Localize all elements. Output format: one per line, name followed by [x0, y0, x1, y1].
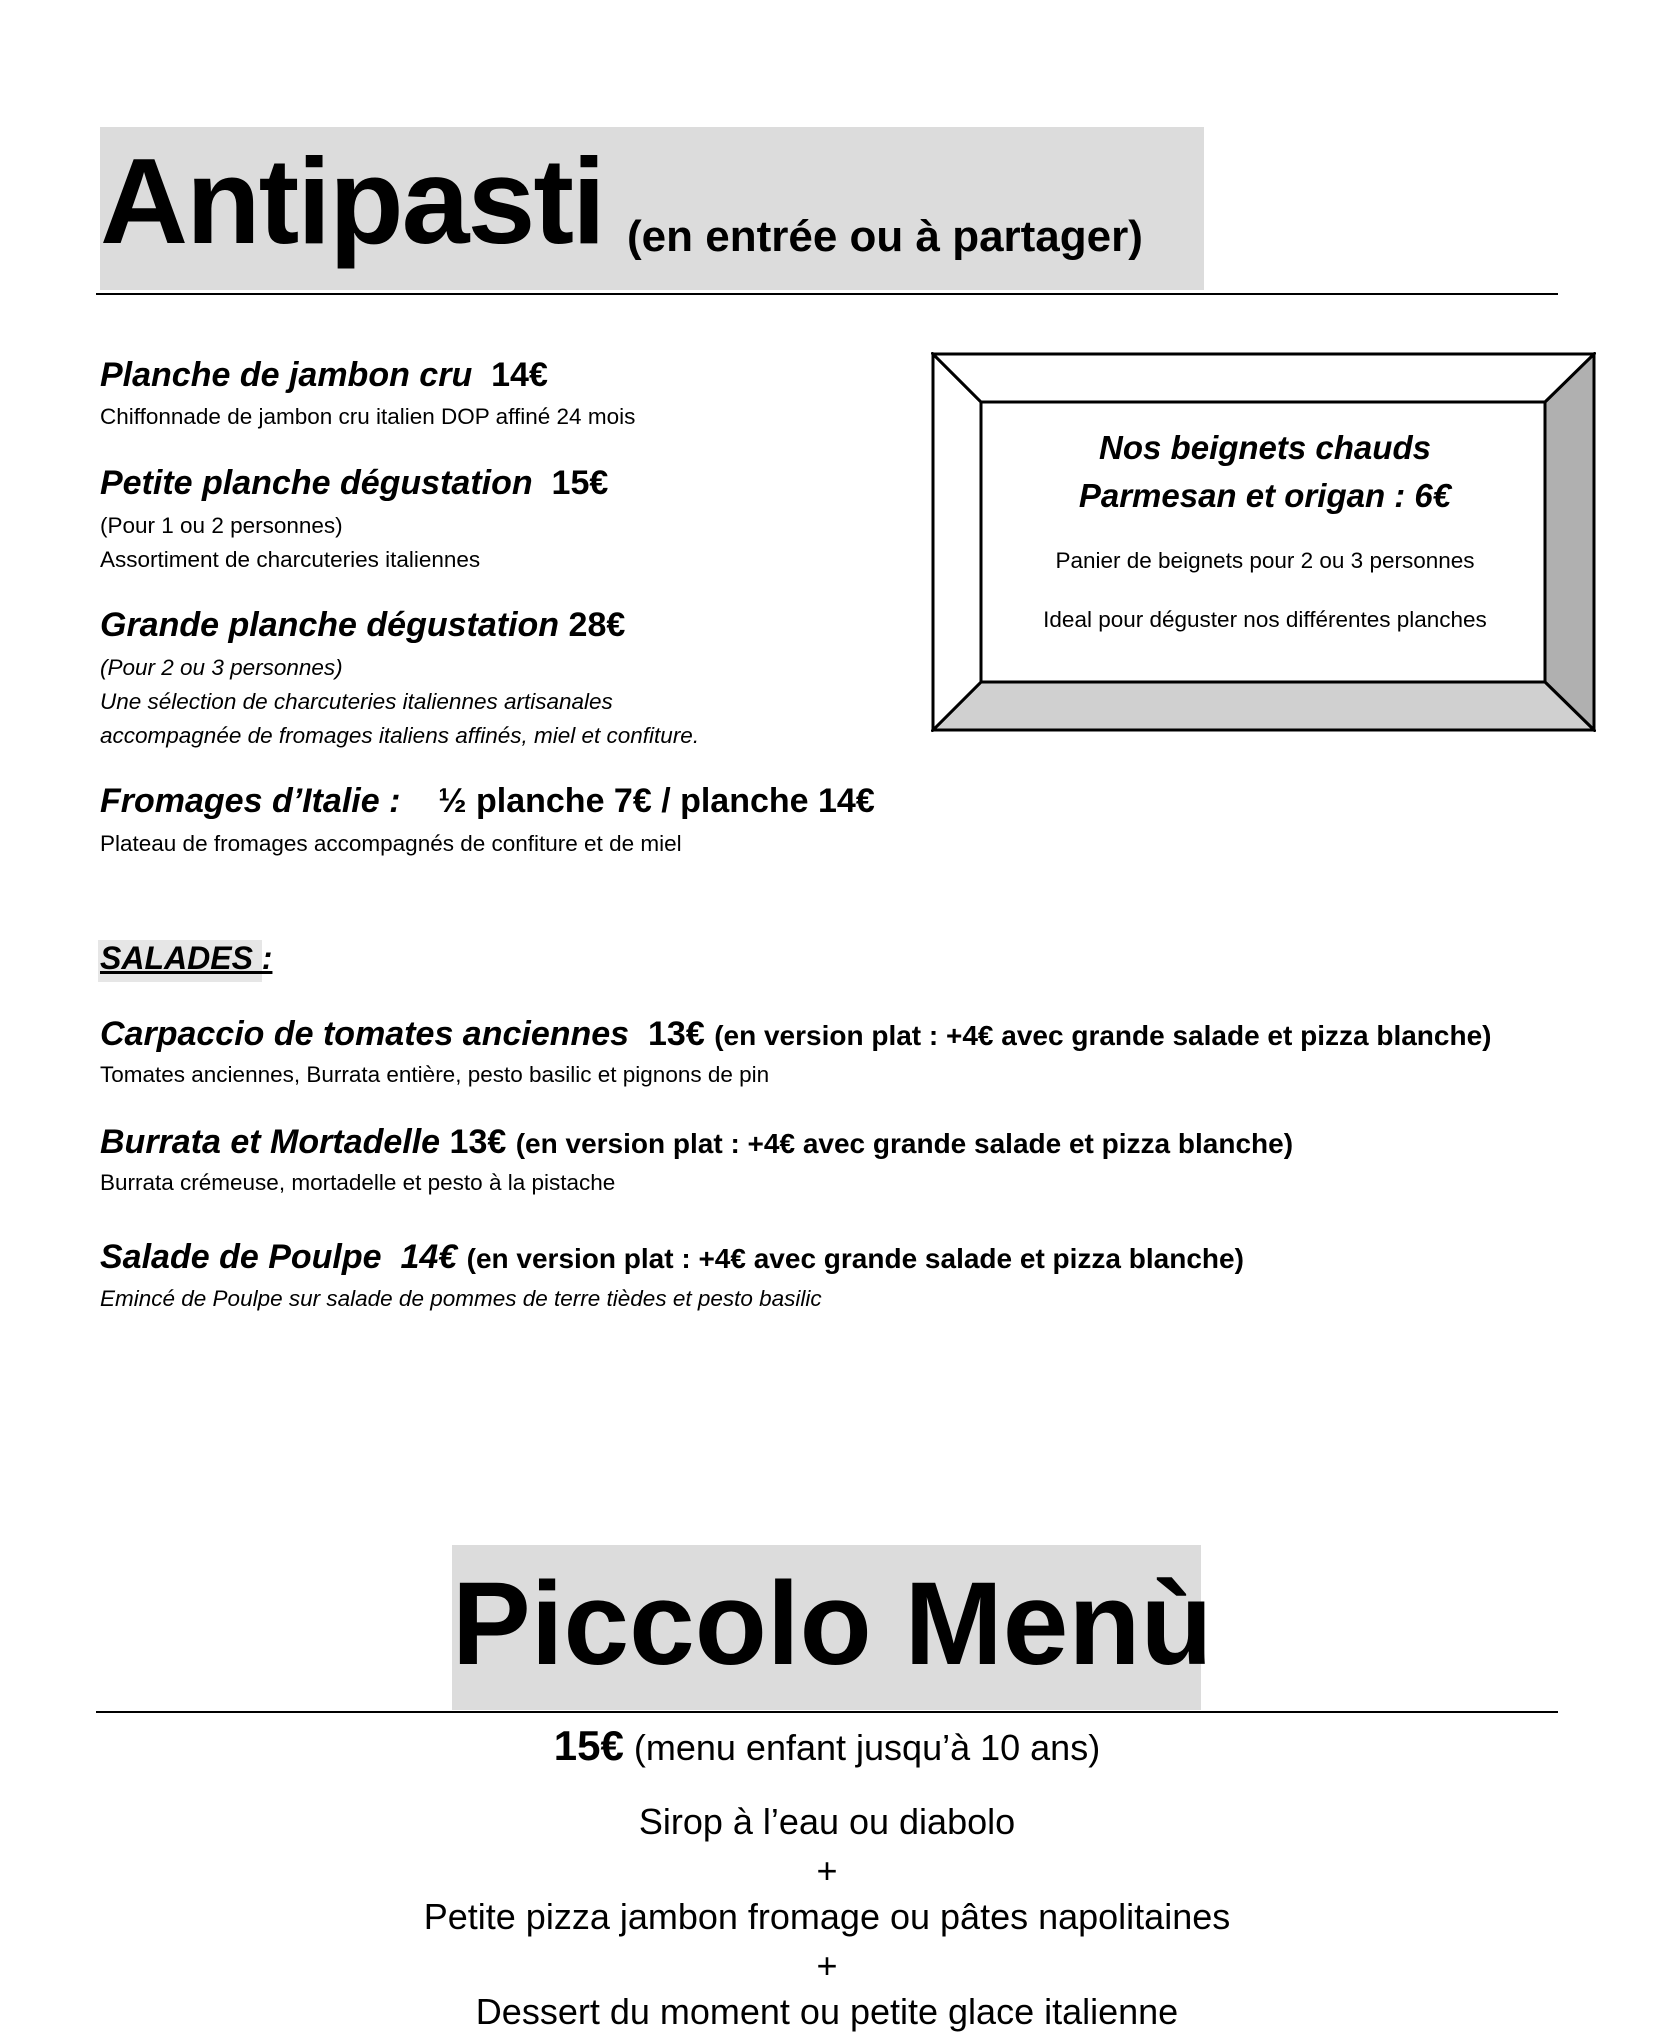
beignets-title-line2: Parmesan et origan : 6€ [1078, 477, 1452, 514]
item-planche-jambon-title [100, 356, 548, 395]
item-note: (en version plat : +4€ avec grande salade et pizza blanche) [466, 1243, 1244, 1274]
piccolo-plus-1: + [816, 1850, 838, 1891]
piccolo-dessert: Dessert du moment ou petite glace italienne [475, 1991, 1179, 2032]
item-price: 14€ [491, 356, 548, 394]
beignets-title-line1: Nos beignets chauds [1099, 429, 1431, 466]
beignets-desc1: Panier de beignets pour 2 ou 3 personnes [1055, 548, 1475, 573]
item-burrata-title [100, 1123, 1293, 1162]
item-description: (Pour 2 ou 3 personnes) [100, 655, 343, 680]
item-description: (Pour 1 ou 2 personnes) [100, 513, 343, 538]
item-grande-planche-title [100, 606, 625, 645]
item-name: Salade de Poulpe [100, 1238, 382, 1276]
item-poulpe-title [100, 1238, 1244, 1277]
antipasti-subtitle: (en entrée ou à partager) [627, 212, 1143, 261]
item-description: Chiffonnade de jambon cru italien DOP affiné 24 mois [100, 404, 636, 429]
antipasti-title: Antipasti [100, 133, 604, 269]
piccolo-price-line [0, 1722, 1654, 1770]
piccolo-drink: Sirop à l’eau ou diabolo [638, 1801, 1016, 1842]
beignets-desc2: Ideal pour déguster nos différentes planches [1043, 607, 1487, 632]
salades-heading: SALADES : [100, 940, 273, 976]
item-description: Tomates anciennes, Burrata entière, pesto basilic et pignons de pin [100, 1062, 770, 1087]
item-name: Petite planche dégustation [100, 464, 533, 502]
piccolo-title: Piccolo Menù [452, 1558, 1213, 1690]
piccolo-plus-2: + [816, 1945, 838, 1986]
item-carpaccio-title [100, 1015, 1491, 1054]
piccolo-price: 15€ [553, 1722, 624, 1769]
antipasti-divider [96, 293, 1558, 295]
item-description: Assortiment de charcuteries italiennes [100, 547, 481, 572]
item-price: 14€ [400, 1238, 458, 1276]
item-note: (en version plat : +4€ avec grande salade et pizza blanche) [515, 1128, 1294, 1159]
item-price: 15€ [551, 464, 609, 502]
item-note: (en version plat : +4€ avec grande salade et pizza blanche) [714, 1020, 1492, 1051]
item-name: Carpaccio de tomates anciennes [100, 1015, 630, 1053]
item-description: Une sélection de charcuteries italiennes artisanales [100, 689, 613, 714]
piccolo-divider [96, 1711, 1558, 1713]
item-name: Planche de jambon cru [100, 356, 473, 394]
item-price: 28€ [568, 606, 626, 644]
item-price: 13€ [648, 1015, 705, 1053]
item-description: Burrata crémeuse, mortadelle et pesto à la pistache [100, 1170, 616, 1195]
beignets-frame [931, 352, 1596, 732]
item-price: ½ planche 7€ / planche 14€ [438, 782, 875, 820]
item-name: Grande planche dégustation [100, 606, 560, 644]
item-price: 13€ [449, 1123, 507, 1161]
piccolo-main: Petite pizza jambon fromage ou pâtes napolitaines [423, 1896, 1231, 1937]
item-name: Fromages d’Italie : [100, 782, 401, 820]
item-description: Emincé de Poulpe sur salade de pommes de terre tièdes et pesto basilic [100, 1286, 822, 1311]
item-fromages-title [100, 782, 875, 821]
item-petite-planche-title [100, 464, 608, 503]
item-description: Plateau de fromages accompagnés de confiture et de miel [100, 831, 682, 856]
item-name: Burrata et Mortadelle [100, 1123, 441, 1161]
item-description: accompagnée de fromages italiens affinés, miel et confiture. [100, 723, 700, 748]
piccolo-price-note: (menu enfant jusqu’à 10 ans) [633, 1727, 1101, 1768]
